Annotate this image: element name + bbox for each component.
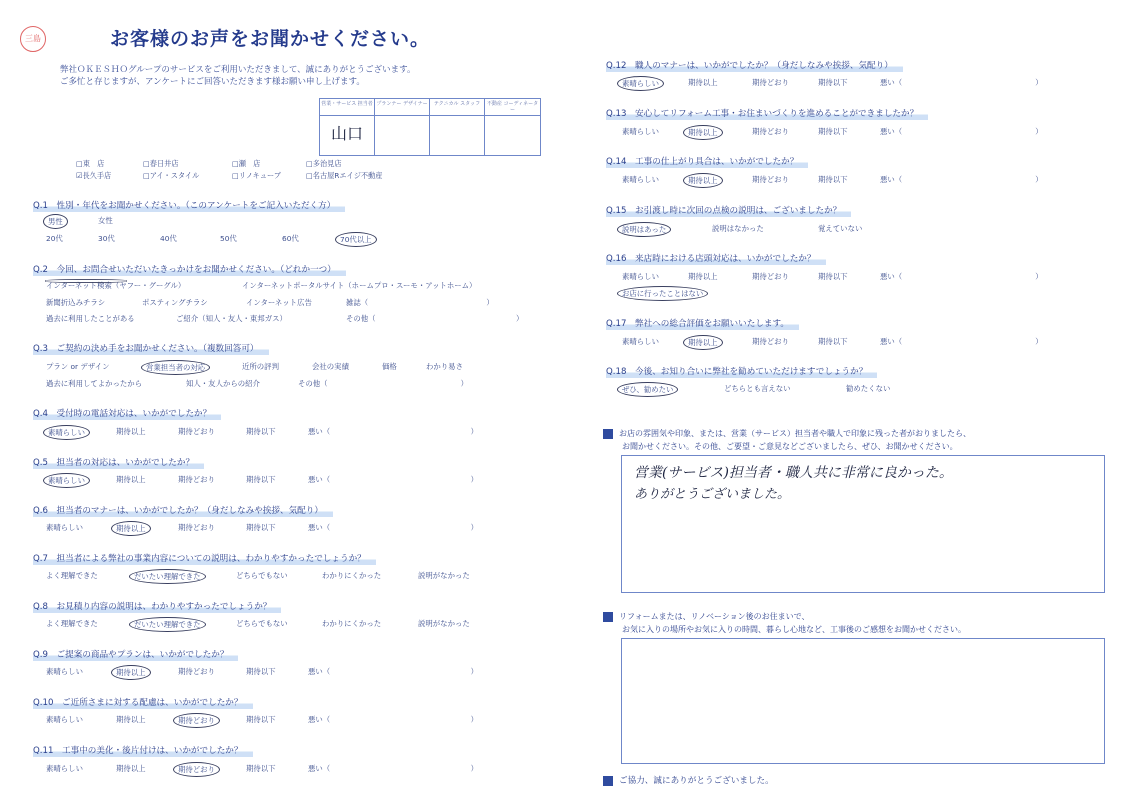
option[interactable]: よく理解できた (46, 619, 98, 628)
option[interactable]: 20代 (46, 234, 63, 243)
option[interactable]: 価格 (382, 362, 397, 371)
option[interactable]: ご紹介（知人・友人・東邦ガス） (176, 314, 287, 323)
option[interactable]: 素晴らしい (622, 337, 659, 346)
option[interactable]: 期待以下 (246, 523, 276, 532)
page-title: お客様のお声をお聞かせください。 (110, 28, 431, 50)
option[interactable]: どちらでもない (236, 619, 288, 628)
option[interactable]: 期待以上 (116, 427, 146, 436)
question-title: Q.4 受付時の電話対応は、いかがでしたか？ (33, 406, 221, 420)
store-checkbox[interactable]: □多治見店 (306, 159, 342, 168)
option[interactable]: インターネット検索（ヤフー・グーグル） (46, 281, 186, 290)
footer (603, 774, 774, 786)
question-title: Q.8 お見積り内容の説明は、わかりやすかったでしょうか？ (33, 599, 281, 613)
store-checkbox[interactable]: □東 店 (76, 159, 105, 168)
option-circle-mark (45, 279, 127, 283)
option[interactable]: わかりにくかった (322, 571, 382, 580)
option[interactable]: 期待以下 (818, 337, 848, 346)
handwritten-answer-line-2: ありがとうございました。 (634, 487, 791, 502)
option-circled[interactable]: だいたい理解できた (129, 617, 206, 632)
comment-label (603, 428, 971, 439)
question-title: Q.14 工事の仕上がり具合は、いかがでしたか？ (606, 154, 808, 168)
option[interactable]: 説明がなかった (418, 619, 470, 628)
comment-box-after-renovation[interactable] (621, 638, 1105, 764)
question-title: Q.6 担当者のマナーは、いかがでしたか？（身だしなみや挨拶、気配り） (33, 503, 333, 517)
question-title: Q.10 ご近所さまに対する配慮は、いかがでしたか？ (33, 695, 253, 709)
option[interactable]: ポスティングチラシ (142, 298, 208, 307)
option[interactable]: どちらとも言えない (724, 384, 791, 393)
option[interactable]: 素晴らしい (46, 667, 83, 676)
option[interactable]: 期待以下 (246, 764, 276, 773)
staff-planner-value[interactable] (375, 115, 430, 155)
question-title: Q.2 今回、お問合せいただいたきっかけをお聞かせください。（どれか一つ） (33, 262, 346, 276)
option[interactable]: 悪い（ ） (880, 272, 1043, 281)
comment-label-text: お店の雰囲気や印象、または、営業（サービス）担当者や職人で印象に残った者がおりましたら、 (619, 429, 971, 438)
staff-sales-value[interactable]: 山口 (320, 115, 375, 155)
comment-label-2: お気に入りの場所やお気に入りの時間、暮らし心地など、工事後のご感想をお聞かせください。 (622, 625, 966, 634)
option-circled[interactable]: 期待以上 (683, 335, 723, 350)
option-circled[interactable]: ぜひ、勧めたい (617, 382, 678, 397)
staff-header-realestate: 不動産 コーディネーター (486, 101, 539, 113)
option[interactable]: 悪い（ ） (308, 523, 478, 532)
option[interactable]: インターネットポータルサイト（ホームプロ・スーモ・アットホーム） (242, 281, 477, 290)
option-circled[interactable]: 期待以上 (683, 125, 723, 140)
option[interactable]: 悪い（ ） (308, 715, 478, 724)
question-title: Q.16 来店時における店頭対応は、いかがでしたか？ (606, 251, 826, 265)
option[interactable]: 新聞折込みチラシ (46, 298, 106, 307)
option-circled[interactable]: 素晴らしい (43, 425, 90, 440)
option[interactable]: 期待以上 (688, 78, 718, 87)
option[interactable]: 期待以下 (246, 427, 276, 436)
company-seal: 三島 (20, 26, 46, 52)
option-circled[interactable]: だいたい理解できた (129, 569, 206, 584)
bullet-square-icon (603, 776, 613, 786)
option[interactable]: 素晴らしい (46, 715, 83, 724)
question-title: Q.15 お引渡し時に次回の点検の説明は、ございましたか？ (606, 203, 851, 217)
question-title: Q.18 今後、お知り合いに弊社を勧めていただけますでしょうか？ (606, 364, 877, 378)
option-circled[interactable]: 期待以上 (111, 521, 151, 536)
staff-realestate-value[interactable] (485, 115, 540, 155)
staff-header-technical: テクニカル スタッフ (430, 99, 485, 115)
option[interactable]: 50代 (220, 234, 237, 243)
option[interactable]: どちらでもない (236, 571, 288, 580)
store-checkbox[interactable]: □アイ・スタイル (143, 171, 200, 180)
option[interactable]: 近所の評判 (242, 362, 279, 371)
store-checkbox-checked[interactable]: ☑長久手店 (76, 171, 112, 180)
option[interactable]: 女性 (98, 216, 113, 225)
footer-text: ご協力、誠にありがとうございました。 (619, 776, 774, 786)
intro-line-2: ご多忙と存じますが、アンケートにご回答いただきます様お願い申し上げます。 (60, 77, 365, 87)
option[interactable]: よく理解できた (46, 571, 98, 580)
option[interactable]: 期待どおり (752, 127, 789, 136)
option[interactable]: 40代 (160, 234, 177, 243)
question-title: Q.5 担当者の対応は、いかがでしたか？ (33, 455, 204, 469)
option[interactable]: 会社の実績 (312, 362, 349, 371)
store-checkbox[interactable]: □瀬 店 (232, 159, 261, 168)
question-title: Q.9 ご提案の商品やプランは、いかがでしたか？ (33, 647, 238, 661)
option[interactable]: 期待どおり (178, 427, 215, 436)
option[interactable]: 期待以下 (246, 667, 276, 676)
handwritten-answer-line-1: 営業(サービス)担当者・職人共に非常に良かった。 (634, 465, 953, 481)
store-checkbox[interactable]: □リノキューブ (232, 171, 281, 180)
option[interactable]: 期待以下 (246, 475, 276, 484)
option-circled[interactable]: 期待どおり (173, 762, 220, 777)
option-circled[interactable]: 70代以上 (335, 232, 377, 247)
option[interactable]: 期待どおり (178, 667, 215, 676)
option[interactable]: 悪い（ ） (308, 667, 478, 676)
option[interactable]: 期待以下 (818, 127, 848, 136)
comment-label (603, 611, 809, 622)
intro-line-1: 弊社ＯＫＥＳＨＯグループのサービスをご利用いただきまして、誠にありがとうございます。 (60, 65, 416, 75)
comment-label-2: お聞かせください。その他、ご要望・ご意見などございましたら、ぜひ、お聞かせください。 (622, 442, 958, 451)
option[interactable]: 期待以下 (818, 175, 848, 184)
option[interactable]: 悪い（ ） (308, 764, 478, 773)
option[interactable]: 素晴らしい (622, 127, 659, 136)
option[interactable]: 悪い（ ） (880, 127, 1043, 136)
staff-header-sales: 営業・サービス 担当者 (320, 99, 375, 115)
staff-header-planner: プランナー デザイナー (375, 99, 430, 115)
option[interactable]: プラン or デザイン (46, 362, 110, 371)
option[interactable]: わかりにくかった (322, 619, 382, 628)
option[interactable]: 期待以上 (116, 764, 146, 773)
question-title: Q.12 職人のマナーは、いかがでしたか？（身だしなみや挨拶、気配り） (606, 58, 903, 72)
option[interactable]: 過去に利用したことがある (46, 314, 135, 323)
option[interactable]: 説明はなかった (712, 224, 764, 233)
option[interactable]: 素晴らしい (622, 175, 659, 184)
option[interactable]: 期待以下 (818, 272, 848, 281)
option[interactable]: 期待どおり (752, 337, 789, 346)
option-circled[interactable]: 期待以上 (683, 173, 723, 188)
question-title: Q.7 担当者による弊社の事業内容についての説明は、わかりやすかったでしょうか？ (33, 551, 376, 565)
option[interactable]: 説明がなかった (418, 571, 470, 580)
question-title: Q.17 弊社への総合評価をお願いいたします。 (606, 316, 799, 330)
staff-table (319, 98, 541, 156)
option[interactable]: 期待以下 (246, 715, 276, 724)
option[interactable]: 期待以上 (116, 475, 146, 484)
option[interactable]: 覚えていない (818, 224, 863, 233)
option[interactable]: 悪い（ ） (308, 475, 478, 484)
option-circled[interactable]: 男性 (43, 214, 68, 229)
bullet-square-icon (603, 429, 613, 439)
option[interactable]: 60代 (282, 234, 299, 243)
option[interactable]: 素晴らしい (622, 272, 659, 281)
option-circled[interactable]: 期待どおり (173, 713, 220, 728)
bullet-square-icon (603, 612, 613, 622)
store-checkbox[interactable]: □名古屋Rエイジ不動産 (306, 171, 383, 180)
option[interactable]: 期待以上 (688, 272, 718, 281)
option[interactable]: 期待以上 (116, 715, 146, 724)
option[interactable]: 悪い（ ） (880, 337, 1043, 346)
option[interactable]: 素晴らしい (46, 764, 83, 773)
question-title: Q.13 安心してリフォーム工事・お住まいづくりを進めることができましたか？ (606, 106, 928, 120)
option[interactable]: 期待どおり (752, 175, 789, 184)
option-circled[interactable]: 素晴らしい (617, 76, 664, 91)
option[interactable]: インターネット広告 (246, 298, 312, 307)
option[interactable]: 悪い（ ） (308, 427, 478, 436)
option[interactable]: その他（ ） (298, 379, 468, 388)
option[interactable]: 知人・友人からの紹介 (186, 379, 260, 388)
option-circled[interactable]: 説明はあった (617, 222, 671, 237)
option[interactable]: 悪い（ ） (880, 175, 1043, 184)
option-circled[interactable]: お店に行ったことはない (617, 286, 708, 301)
option[interactable]: その他（ ） (346, 314, 524, 323)
comment-label-text: リフォームまたは、リノベーション後のお住まいで、 (619, 612, 810, 621)
staff-technical-value[interactable] (430, 115, 485, 155)
option-circled[interactable]: 期待以上 (111, 665, 151, 680)
option[interactable]: 素晴らしい (46, 523, 83, 532)
option-circled[interactable]: 営業担当者の対応 (141, 360, 210, 375)
option[interactable]: 期待どおり (752, 78, 789, 87)
option[interactable]: 期待以下 (818, 78, 848, 87)
option[interactable]: 過去に利用してよかったから (46, 379, 143, 388)
question-title: Q.3 ご契約の決め手をお聞かせください。（複数回答可） (33, 341, 269, 355)
option[interactable]: 期待どおり (178, 475, 215, 484)
comment-box-impressions[interactable] (621, 455, 1105, 593)
store-checkbox[interactable]: □春日井店 (143, 159, 179, 168)
option[interactable]: 30代 (98, 234, 115, 243)
option[interactable]: 勧めたくない (846, 384, 891, 393)
option[interactable]: 雑誌（ ） (346, 298, 494, 307)
option[interactable]: 期待どおり (752, 272, 789, 281)
option[interactable]: 悪い（ ） (880, 78, 1043, 87)
question-title: Q.1 性別・年代をお聞かせください。（このアンケートをご記入いただく方） (33, 198, 345, 212)
question-title: Q.11 工事中の美化・後片付けは、いかがでしたか？ (33, 743, 253, 757)
option-circled[interactable]: 素晴らしい (43, 473, 90, 488)
option[interactable]: 期待どおり (178, 523, 215, 532)
option[interactable]: わかり易さ (426, 362, 463, 371)
